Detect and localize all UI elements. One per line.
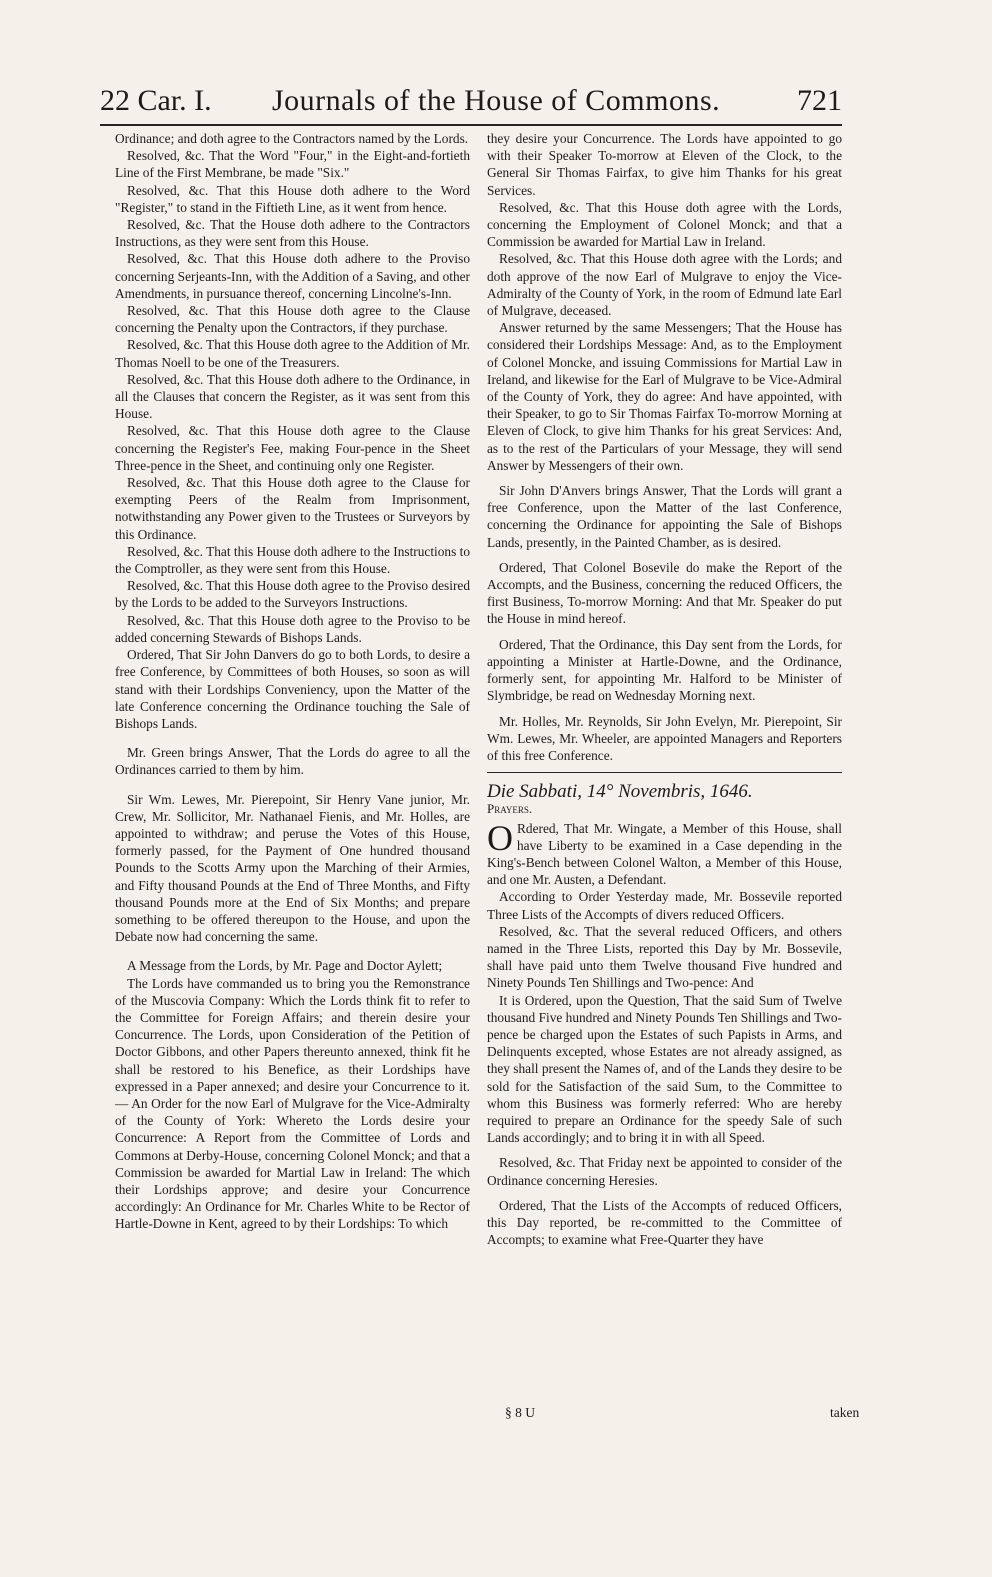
section-divider	[487, 772, 842, 773]
paragraph: Resolved, &c. That this House doth agree to the Clause concerning the Register's Fee, making Four-pence in the Sheet Three-pence in the Sheet, and continuing only one Register.	[115, 423, 470, 473]
paragraph: Resolved, &c. That the Word "Four," in the Eight-and-fortieth Line of the First Membrane, be made "Six."	[115, 148, 470, 181]
date-heading: Die Sabbati, 14° Novembris, 1646.	[487, 781, 753, 803]
paragraph: Mr. Green brings Answer, That the Lords do agree to all the Ordinances carried to them by him.	[115, 745, 470, 778]
paragraph: Ordered, That the Lists of the Accompts of reduced Officers, this Day reported, be re-committed to the Committee of Accompts; to examine what Free-Quarter they have	[487, 1197, 842, 1248]
left-column	[115, 130, 470, 1233]
header-rule	[100, 124, 842, 126]
paragraph: Resolved, &c. That this House doth agree with the Lords, concerning the Employment of Colonel Monck; and that a Commission be awarded for Martial Law in Ireland.	[487, 199, 842, 250]
paragraph: It is Ordered, upon the Question, That the said Sum of Twelve thousand Five hundred and Ninety Pounds Ten Shillings and Two-pence be charged upon the Estates of such Papists in Arms, and Delinquents excepted, whose Estates are not already assigned, as they shall present the Names of, and of the Lands they desire to be sold for the Satisfaction of the said Sum, to the Committee to whom this Business was formerly referred: Who are hereby required to prepare an Ordinance for the speedy Sale of such Lands accordingly; and to bring it in with all Speed.	[487, 992, 842, 1146]
prayers-heading: Prayers.	[487, 801, 533, 817]
signature-mark: § 8 U	[505, 1405, 535, 1420]
paragraph: Ordered, That the Ordinance, this Day sent from the Lords, for appointing a Minister at Hartle-Downe, and the Ordinance, formerly sent, for appointing Mr. Halford to be Minister of Slymbridge, be read on Wednesday Morning next.	[487, 636, 842, 704]
paragraph: they desire your Concurrence. The Lords have appointed to go with their Speaker To-morrow at Eleven of the Clock, to the General Sir Thomas Fairfax, to give him Thanks for his great Services.	[487, 131, 842, 198]
paragraph: Resolved, &c. That this House doth agree to the Addition of Mr. Thomas Noell to be one of the Treasurers.	[115, 337, 470, 370]
drop-cap: O	[487, 817, 513, 858]
regnal-year: 22 Car. I.	[100, 84, 212, 117]
paragraph: Ordinance; and doth agree to the Contractors named by the Lords.	[115, 131, 469, 146]
paragraph: Ordered, That Colonel Bosevile do make the Report of the Accompts, and the Business, concerning the reduced Officers, the first Business, To-morrow Morning: And that Mr. Speaker do put the House in mind hereof.	[487, 559, 842, 627]
right-column	[487, 130, 842, 1248]
paragraph: Resolved, &c. That this House doth agree to the Clause concerning the Penalty upon the Contractors, if they purchase.	[115, 303, 470, 336]
paragraph: Resolved, &c. That this House doth agree to the Clause for exempting Peers of the Realm from Imprisonment, notwithstanding any Power given to the Trustees or Surveyors by this Ordinance.	[115, 475, 470, 542]
paragraph: Resolved, &c. That this House doth agree to the Proviso to be added concerning Stewards of Bishops Lands.	[115, 612, 470, 645]
page-number: 721	[797, 84, 842, 117]
paragraph: Resolved, &c. That this House doth agree with the Lords; and doth approve of the now Earl of Mulgrave to enjoy the Vice-Admiralty of the County of York, in the room of Edmund late Earl of Mulgrave, deceased.	[487, 251, 842, 319]
paragraph: Resolved, &c. That this House doth adhere to the Proviso concerning Serjeants-Inn, with the Addition of a Saving, and other Amendments, in pursuance thereof, concerning Lincolne's-Inn.	[115, 251, 470, 301]
paragraph: The Lords have commanded us to bring you the Remonstrance of the Muscovia Company: Which the Lords think fit to refer to the Committee for Foreign Affairs; and therein desire your Concurrence. The Lords, upon Consideration of the Petition of Doctor Gibbons, and other Papers thereunto annexed, think fit he shall be restored to his Benefice, as their Lordships have expressed in a Paper annexed; and desire your Concurrence to it.— An Order for the now Earl of Mulgrave for the Vice-Admiralty of the County of York: Whereto the Lords desire your Concurrence: A Report from the Committee of Lords and Commons at Derby-House, concerning Colonel Monck; and that a Commission be awarded for Martial Law in Ireland: The which their Lordships approve; and desire your Concurrence accordingly: An Ordinance for Mr. Charles White to be Rector of Hartle-Downe in Kent, agreed to by their Lordships: To which	[115, 975, 470, 1232]
paragraph: Resolved, &c. That the several reduced Officers, and others named in the Three Lists, reported this Day by Mr. Bossevile, shall have paid unto them Twelve thousand Five hundred and Ninety Pounds Ten Shillings and Two-pence: And	[487, 923, 842, 991]
page-title: Journals of the House of Commons.	[272, 84, 721, 117]
paragraph: Resolved, &c. That this House doth adhere to the Ordinance, in all the Clauses that concern the Register, as it was sent from this House.	[115, 371, 470, 422]
paragraph: Ordered, That Sir John Danvers do go to both Lords, to desire a free Conference, by Committees of both Houses, so soon as will stand with their Lordships Conveniency, upon the Matter of the late Conference concerning the Ordinance touching the Sale of Bishops Lands.	[115, 647, 470, 731]
paragraph: A Message from the Lords, by Mr. Page and Doctor Aylett;	[127, 958, 443, 974]
catchword: taken	[830, 1405, 860, 1420]
paragraph: Resolved, &c. That the House doth adhere to the Contractors Instructions, as they were sent from this House.	[115, 217, 470, 250]
paragraph: According to Order Yesterday made, Mr. Bossevile reported Three Lists of the Accompts of divers reduced Officers.	[487, 889, 842, 922]
paragraph: Resolved, &c. That this House doth agree to the Proviso desired by the Lords to be added to the Surveyors Instructions.	[115, 578, 470, 611]
paragraph: O Rdered, That Mr. Wingate, a Member of this House, shall have Liberty to be examined in a Case depending in the King's-Bench between Colonel Walton, a Member of this House, and one Mr. Austen, a Defendant.	[487, 817, 842, 888]
paragraph: Resolved, &c. That Friday next be appointed to consider of the Ordinance concerning Heresies.	[487, 1155, 842, 1188]
paragraph: Resolved, &c. That this House doth adhere to the Instructions to the Comptroller, as they were sent from this House.	[115, 543, 470, 577]
paragraph: Mr. Holles, Mr. Reynolds, Sir John Evelyn, Mr. Pierepoint, Sir Wm. Lewes, Mr. Wheeler, are appointed Managers and Reporters of this free Conference.	[487, 713, 842, 763]
paragraph: Sir John D'Anvers brings Answer, That the Lords will grant a free Conference, upon the Matter of the last Conference, concerning the Ordinance for appointing the Sale of Bishops Lands, presently, in the Painted Chamber, as is desired.	[487, 483, 842, 550]
paragraph: Answer returned by the same Messengers; That the House has considered their Lordships Message: And, as to the Employment of Colonel Moncke, and issuing Commissions for Martial Law in Ireland, and likewise for the Earl of Mulgrave to be Vice-Admiral of the County of York, they do agree: And have appointed, with their Speaker, to go to Sir Thomas Fairfax To-morrow Morning at Eleven of Clock, to give him Thanks for his great Services: And, as to the rest of the Particulars of your Message, they will send Answer by Messengers of their own.	[487, 320, 842, 473]
paragraph: Sir Wm. Lewes, Mr. Pierepoint, Sir Henry Vane junior, Mr. Crew, Mr. Sollicitor, Mr. Nathanael Fienis, and Mr. Holles, are appointed to withdraw; and peruse the Votes of this House, formerly passed, for the Payment of One hundred thousand Pounds to the Scotts Army upon the Marching of their Armies, and Fifty thousand Pounds at the End of Three Months, and Fifty thousand Pounds more at the End of Six Months; and prepare something to be offered thereupon to the House, and upon the Debate now had concerning the same.	[115, 791, 470, 945]
page-header	[100, 84, 842, 126]
paragraph: Resolved, &c. That this House doth adhere to the Word "Register," to stand in the Fiftieth Line, as it went from hence.	[115, 182, 470, 215]
